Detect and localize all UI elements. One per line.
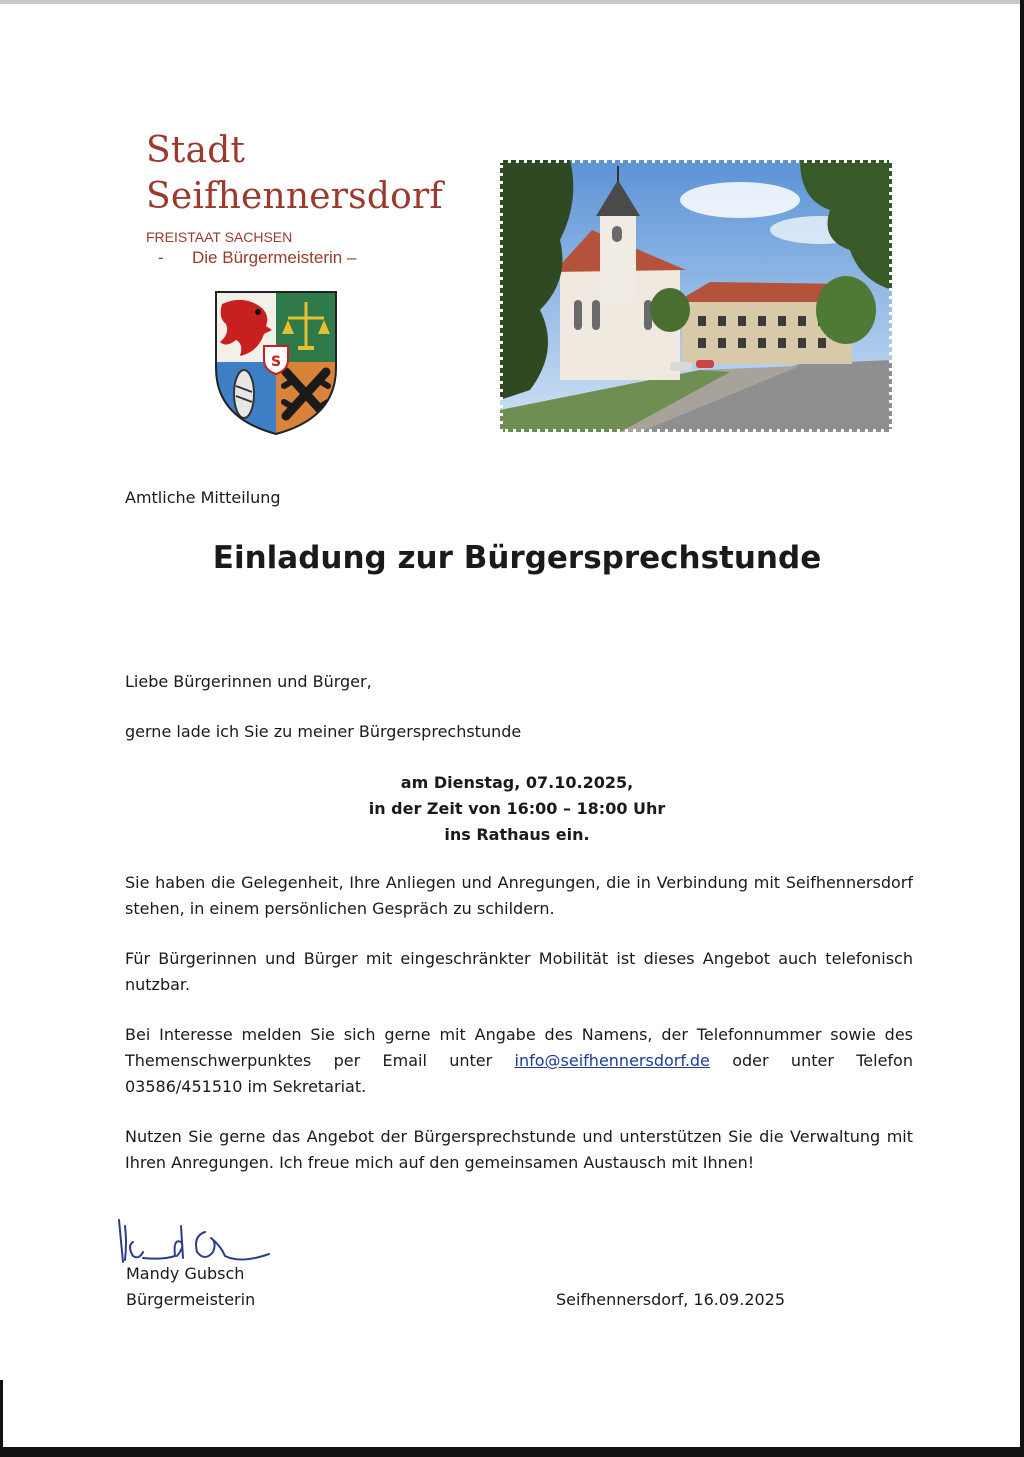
scan-edge-bottom [0,1447,1024,1457]
appointment-place: ins Rathaus ein. [444,825,590,844]
signer-role: Bürgermeisterin [126,1290,256,1309]
email-link[interactable]: info@seifhennersdorf.de [514,1051,710,1070]
contact-text-before: Bei Interesse melden Sie sich gerne mit Angabe des Namens, der Telefonnummer sowie des Themenschwerpunktes per Email unter [125,1025,913,1070]
paragraph-contact [125,1022,913,1100]
scan-edge-top [0,0,1024,4]
svg-text:S: S [270,354,282,370]
appointment-details [0,770,1024,848]
paragraph-opportunity: Sie haben die Gelegenheit, Ihre Anliegen und Anregungen, die in Verbindung mit Seifhennersdorf stehen, in einem persönlichen Gespräch zu schildern. [125,873,913,918]
appointment-time: in der Zeit von 16:00 – 18:00 Uhr [368,799,666,818]
paragraph-mobility: Für Bürgerinnen und Bürger mit eingeschränkter Mobilität ist dieses Angebot auch telefonisch nutzbar. [125,949,913,994]
letterhead-town [146,128,443,220]
town-photo-image [500,160,892,432]
salutation: Liebe Bürgerinnen und Bürger, [125,672,372,691]
document-type-label: Amtliche Mitteilung [125,488,281,507]
letterhead-state: FREISTAAT SACHSEN [146,229,293,245]
letterhead-office: - Die Bürgermeisterin – [158,248,357,267]
appointment-date: am Dienstag, 07.10.2025, [400,773,634,792]
coat-of-arms-image [214,290,338,436]
place-and-date: Seifhennersdorf, 16.09.2025 [556,1290,786,1309]
scan-edge-right [1020,0,1024,1457]
intro-text: gerne lade ich Sie zu meiner Bürgersprechstunde [125,722,522,741]
letterhead-town-prefix: Stadt [146,130,246,171]
document-title: Einladung zur Bürgersprechstunde [212,540,822,576]
letterhead-town-name: Seifhennersdorf [146,176,443,217]
contact-text-after: oder unter Telefon 03586/451510 im Sekretariat. [125,1051,913,1096]
scan-edge-left [0,1380,3,1457]
signer-name: Mandy Gubsch [126,1264,245,1283]
paragraph-closing: Nutzen Sie gerne das Angebot der Bürgersprechstunde und unterstützen Sie die Verwaltung mit Ihren Anregungen. Ich freue mich auf den gemeinsamen Austausch mit Ihnen! [125,1127,913,1172]
